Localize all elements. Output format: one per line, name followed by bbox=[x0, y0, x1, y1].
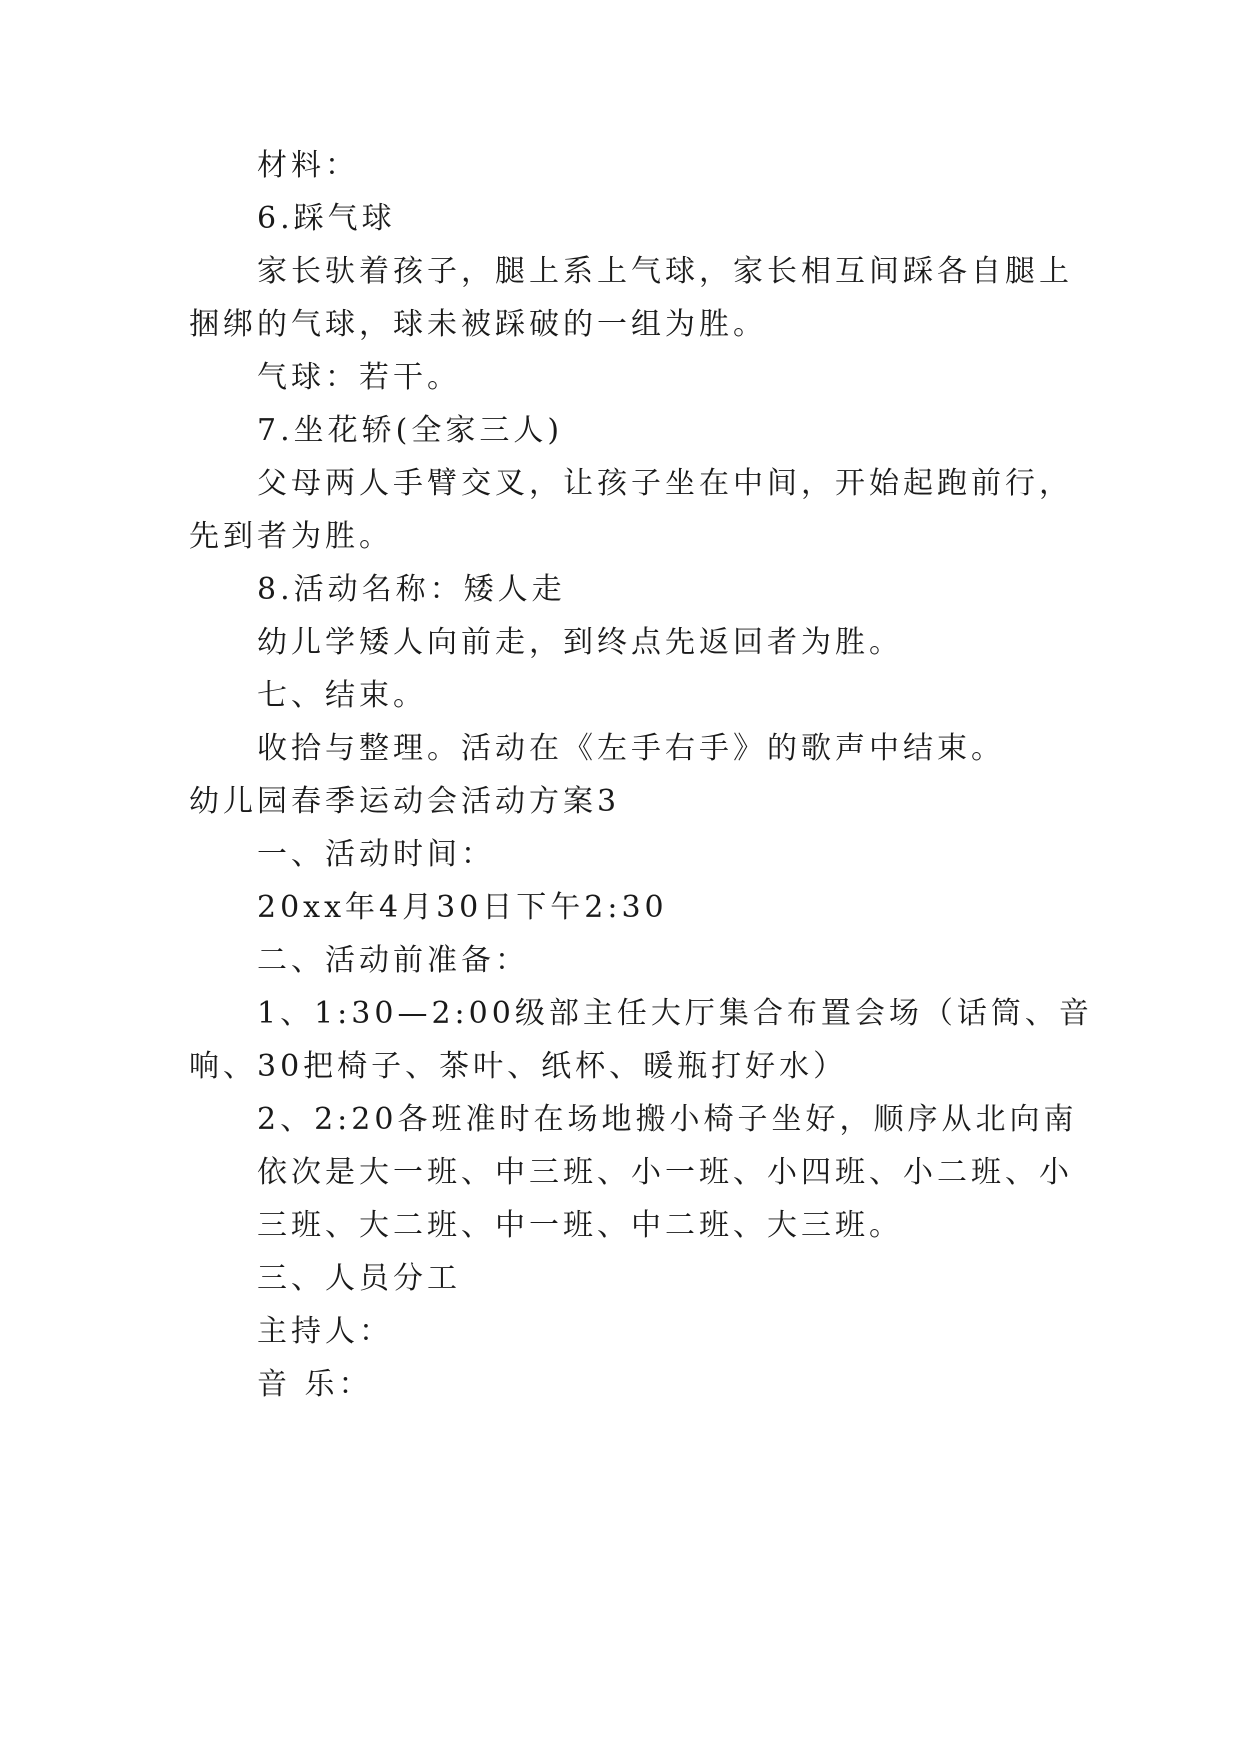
text-line: 20xx年4月30日下午2:30 bbox=[257, 890, 668, 925]
text-line: 幼儿学矮人向前走，到终点先返回者为胜。 bbox=[257, 625, 903, 660]
text-line: 捆绑的气球，球未被踩破的一组为胜。 bbox=[189, 307, 767, 342]
text-line: 材料： bbox=[257, 148, 359, 183]
text-line: 主持人： bbox=[257, 1314, 393, 1349]
text-line: 父母两人手臂交叉，让孩子坐在中间，开始起跑前行， bbox=[257, 466, 1073, 501]
section-heading: 幼儿园春季运动会活动方案3 bbox=[189, 784, 621, 819]
text-line: 一、活动时间： bbox=[257, 837, 495, 872]
text-line: 收拾与整理。活动在《左手右手》的歌声中结束。 bbox=[257, 731, 1005, 766]
text-line: 家长驮着孩子，腿上系上气球，家长相互间踩各自腿上 bbox=[257, 254, 1073, 289]
text-line: 三班、大二班、中一班、中二班、大三班。 bbox=[257, 1208, 903, 1243]
text-line: 依次是大一班、中三班、小一班、小四班、小二班、小 bbox=[257, 1155, 1073, 1190]
text-line: 8.活动名称：矮人走 bbox=[257, 572, 566, 607]
text-line: 7.坐花轿(全家三人) bbox=[257, 413, 564, 448]
text-line: 气球：若干。 bbox=[257, 360, 461, 395]
text-line: 音 乐： bbox=[257, 1367, 373, 1402]
text-line: 七、结束。 bbox=[257, 678, 427, 713]
text-line: 二、活动前准备： bbox=[257, 943, 529, 978]
text-line: 三、人员分工 bbox=[257, 1261, 461, 1296]
text-line: 2、2:20各班准时在场地搬小椅子坐好，顺序从北向南 bbox=[257, 1102, 1078, 1137]
text-line: 响、30把椅子、茶叶、纸杯、暖瓶打好水） bbox=[189, 1049, 848, 1084]
text-line: 先到者为胜。 bbox=[189, 519, 393, 554]
text-line: 1、1:30—2:00级部主任大厅集合布置会场（话筒、音 bbox=[257, 996, 1093, 1031]
text-line: 6.踩气球 bbox=[257, 201, 396, 236]
